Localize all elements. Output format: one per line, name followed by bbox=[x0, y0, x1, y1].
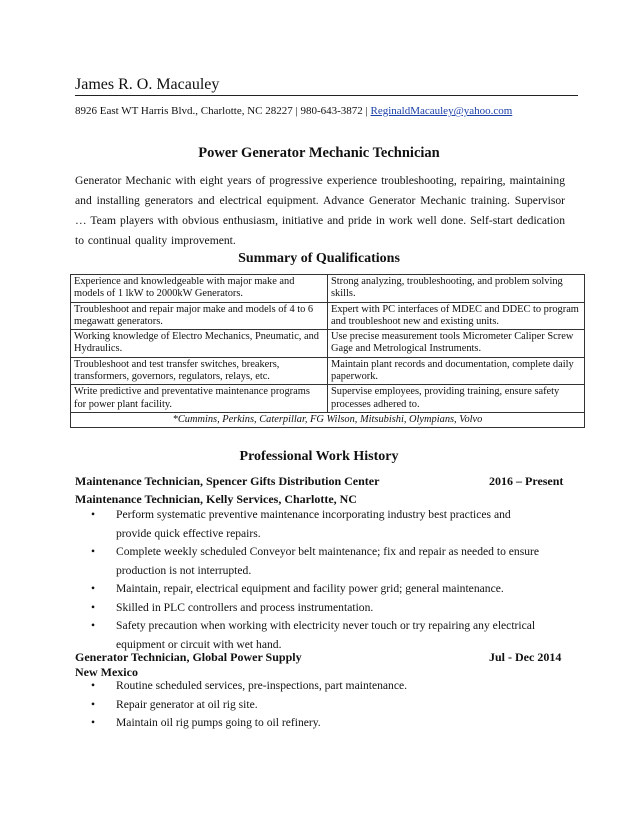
professional-summary: Generator Mechanic with eight years of progressive experience troubleshooting, repairing, maintaining and installing generators and electrical equipment. Advance Generator Mechanic training. Supervisor … Team players with obvious enthusiasm, initiative and pride in work well done. Self-start dedication to continual quality improvement. bbox=[75, 174, 565, 247]
candidate-name: James R. O. Macauley bbox=[75, 76, 220, 93]
job2-dates: Jul - Dec 2014 bbox=[489, 650, 562, 664]
job2-duties bbox=[75, 677, 407, 733]
table-row bbox=[71, 330, 585, 358]
table-row bbox=[71, 357, 585, 385]
table-cell: Working knowledge of Electro Mechanics, Pneumatic, and Hydraulics. bbox=[71, 330, 328, 358]
job2-title: Generator Technician, Global Power Supply bbox=[75, 650, 302, 664]
table-cell: Strong analyzing, troubleshooting, and problem solving skills. bbox=[328, 275, 585, 303]
bullet-icon: • bbox=[91, 697, 96, 711]
bullet-icon: • bbox=[91, 508, 96, 521]
list-item: • Routine scheduled services, pre-inspections, part maintenance. bbox=[75, 677, 407, 696]
list-item: provide quick effective repairs. bbox=[116, 526, 261, 540]
table-row bbox=[71, 275, 585, 303]
list-item: • Perform systematic preventive maintenance incorporating industry best practices and bbox=[75, 506, 539, 525]
table-row bbox=[71, 385, 585, 413]
bullet-icon: • bbox=[91, 716, 96, 729]
table-cell: Supervise employees, providing training, ensure safety processes adhered to. bbox=[328, 385, 585, 413]
job1-title: Maintenance Technician, Spencer Gifts Distribution Center bbox=[75, 474, 380, 488]
list-item: production is not interrupted. bbox=[116, 563, 252, 577]
job1-duties bbox=[75, 506, 539, 654]
list-item: • Complete weekly scheduled Conveyor belt maintenance; fix and repair as needed to ensure bbox=[75, 543, 539, 562]
list-item: • Skilled in PLC controllers and process instrumentation. bbox=[75, 599, 539, 618]
brands-cell: *Cummins, Perkins, Caterpillar, FG Wilson, Mitsubishi, Olympians, Volvo bbox=[71, 412, 585, 427]
bullet-icon: • bbox=[91, 619, 96, 632]
list-item: equipment or circuit with wet hand. bbox=[116, 637, 282, 651]
email-link[interactable]: ReginaldMacauley@yahoo.com bbox=[370, 105, 513, 117]
table-cell: Maintain plant records and documentation, complete daily paperwork. bbox=[328, 357, 585, 385]
qualifications-heading: Summary of Qualifications bbox=[238, 251, 400, 266]
separator: | bbox=[362, 105, 371, 117]
table-cell: Use precise measurement tools Micrometer Caliper Screw Gage and Metrological Instruments. bbox=[328, 330, 585, 358]
list-item: • Maintain oil rig pumps going to oil refinery. bbox=[75, 714, 407, 733]
header-divider bbox=[75, 95, 578, 96]
list-item: • Maintain, repair, electrical equipment and facility power grid; general maintenance. bbox=[75, 580, 539, 599]
bullet-icon: • bbox=[91, 582, 96, 595]
list-item: • Repair generator at oil rig site. bbox=[75, 696, 407, 715]
table-row bbox=[71, 302, 585, 330]
bullet-icon: • bbox=[91, 600, 96, 614]
phone: 980-643-3872 bbox=[300, 105, 363, 117]
job2-location: New Mexico bbox=[75, 665, 138, 679]
table-row bbox=[71, 412, 585, 427]
contact-line bbox=[75, 105, 512, 117]
job-title-heading: Power Generator Mechanic Technician bbox=[198, 145, 440, 161]
table-cell: Troubleshoot and repair major make and models of 4 to 6 megawatt generators. bbox=[71, 302, 328, 330]
separator: | bbox=[292, 105, 301, 117]
list-item: • Safety precaution when working with electricity never touch or try repairing any electrical bbox=[75, 617, 539, 636]
work-history-heading: Professional Work History bbox=[239, 449, 399, 464]
address: 8926 East WT Harris Blvd., Charlotte, NC 28227 bbox=[75, 105, 293, 117]
job1-dates: 2016 – Present bbox=[489, 474, 564, 488]
table-cell: Troubleshoot and test transfer switches, breakers, transformers, governors, regulators, relays, etc. bbox=[71, 357, 328, 385]
bullet-icon: • bbox=[91, 545, 96, 558]
bullet-icon: • bbox=[91, 679, 96, 692]
qualifications-table bbox=[70, 274, 585, 428]
job1-title-secondary: Maintenance Technician, Kelly Services, Charlotte, NC bbox=[75, 492, 357, 506]
table-cell: Expert with PC interfaces of MDEC and DDEC to program and troubleshoot new and existing units. bbox=[328, 302, 585, 330]
table-cell: Write predictive and preventative maintenance programs for power plant facility. bbox=[71, 385, 328, 413]
table-cell: Experience and knowledgeable with major make and models of 1 lkW to 2000kW Generators. bbox=[71, 275, 328, 303]
